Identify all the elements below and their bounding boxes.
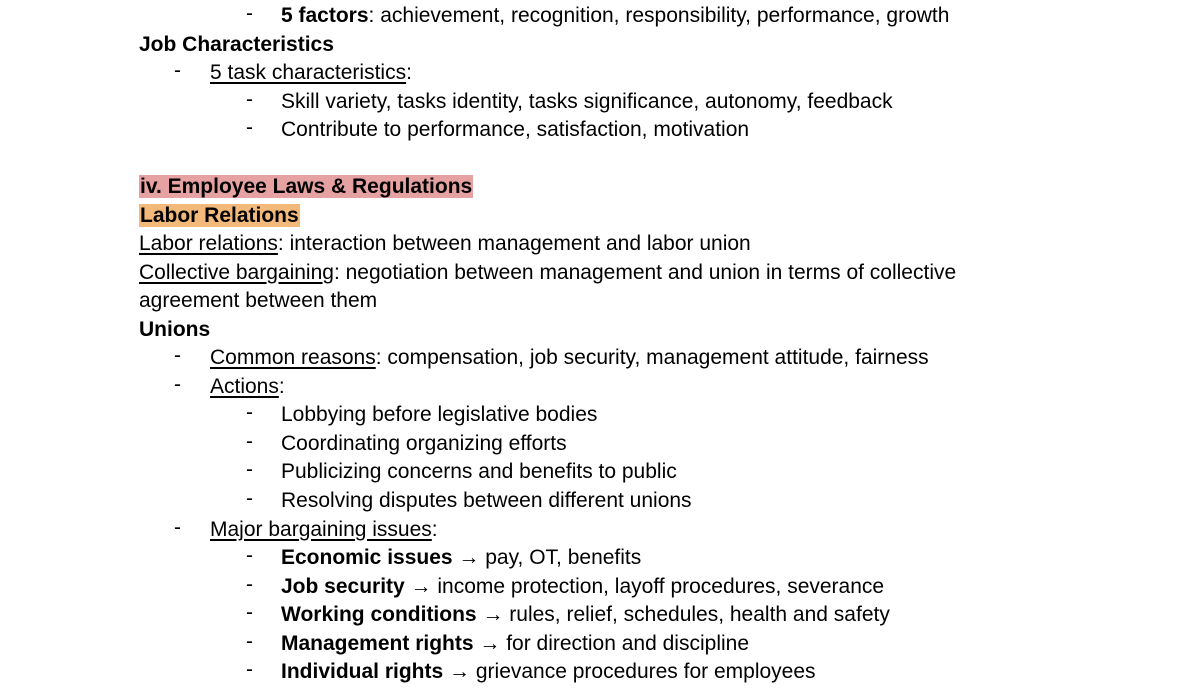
list-item-task-characteristics: [210, 59, 412, 87]
issue-text: → rules, relief, schedules, health and safety: [476, 603, 890, 626]
issue-label: Job security: [281, 575, 405, 598]
list-item: Skill variety, tasks identity, tasks significance, autonomy, feedback: [281, 90, 893, 113]
issue-text: → for direction and discipline: [473, 632, 750, 655]
major-bargaining-issues-link[interactable]: Major bargaining issues: [210, 518, 432, 541]
colon-text: :: [431, 518, 438, 541]
list-item-issue: [281, 573, 884, 601]
list-item-common-reasons: [210, 344, 929, 372]
definition-collective-bargaining: [139, 259, 956, 287]
issue-label: Economic issues: [281, 546, 453, 569]
colon-text: :: [406, 61, 412, 84]
issue-label: Management rights: [281, 632, 474, 655]
actions-link[interactable]: Actions: [210, 375, 279, 398]
bullet-dash: -: [246, 458, 253, 481]
bullet-dash: -: [174, 373, 181, 396]
issue-text: → grievance procedures for employees: [443, 660, 816, 683]
bullet-dash: -: [246, 430, 253, 453]
bullet-dash: -: [246, 544, 253, 567]
bullet-dash: -: [246, 88, 253, 111]
common-reasons-link[interactable]: Common reasons: [210, 346, 376, 369]
heading-job-characteristics: Job Characteristics: [139, 33, 334, 56]
list-item: Publicizing concerns and benefits to public: [281, 460, 677, 483]
definition-text: : negotiation between management and union in terms of collective: [333, 261, 957, 284]
bullet-dash: -: [246, 630, 253, 653]
colon-text: :: [278, 375, 285, 398]
collective-bargaining-link[interactable]: Collective bargaining: [139, 261, 334, 284]
issue-text: → pay, OT, benefits: [452, 546, 642, 569]
bullet-dash: -: [246, 2, 253, 25]
list-item-actions: [210, 373, 285, 401]
bullet-dash: -: [246, 573, 253, 596]
bullet-dash: -: [174, 59, 181, 82]
section-heading: [139, 173, 473, 201]
bullet-dash: -: [246, 658, 253, 681]
issue-text: → income protection, layoff procedures, severance: [404, 575, 885, 598]
definition-text: : interaction between management and labor union: [277, 232, 751, 255]
list-item-issue: [281, 658, 816, 686]
bullet-dash: -: [246, 487, 253, 510]
list-item-issue: [281, 544, 641, 572]
labor-relations-link[interactable]: Labor relations: [139, 232, 278, 255]
bullet-dash: -: [174, 344, 181, 367]
list-item-issue: [281, 630, 749, 658]
heading-labor-relations: [139, 202, 300, 230]
list-item-bargaining-issues: [210, 516, 438, 544]
issue-label: Working conditions: [281, 603, 477, 626]
bullet-dash: -: [246, 601, 253, 624]
reasons-text: : compensation, job security, management attitude, fairness: [375, 346, 929, 369]
list-item-factors: [281, 2, 949, 30]
definition-labor-relations: [139, 230, 751, 258]
factors-label: 5 factors: [281, 4, 369, 27]
list-item: Resolving disputes between different unions: [281, 489, 692, 512]
factors-text: : achievement, recognition, responsibility, performance, growth: [368, 4, 950, 27]
list-item-issue: [281, 601, 890, 629]
bullet-dash: -: [174, 516, 181, 539]
bullet-dash: -: [246, 401, 253, 424]
definition-continuation: agreement between them: [139, 289, 378, 312]
list-item: Lobbying before legislative bodies: [281, 403, 598, 426]
labor-relations-highlight: Labor Relations: [140, 204, 299, 227]
section-heading-highlight: iv. Employee Laws & Regulations: [140, 175, 473, 198]
issue-label: Individual rights: [281, 660, 444, 683]
bullet-dash: -: [246, 116, 253, 139]
list-item: Coordinating organizing efforts: [281, 432, 567, 455]
task-characteristics-link[interactable]: 5 task characteristics: [210, 61, 407, 84]
heading-unions: Unions: [139, 318, 211, 341]
list-item: Contribute to performance, satisfaction, motivation: [281, 118, 750, 141]
